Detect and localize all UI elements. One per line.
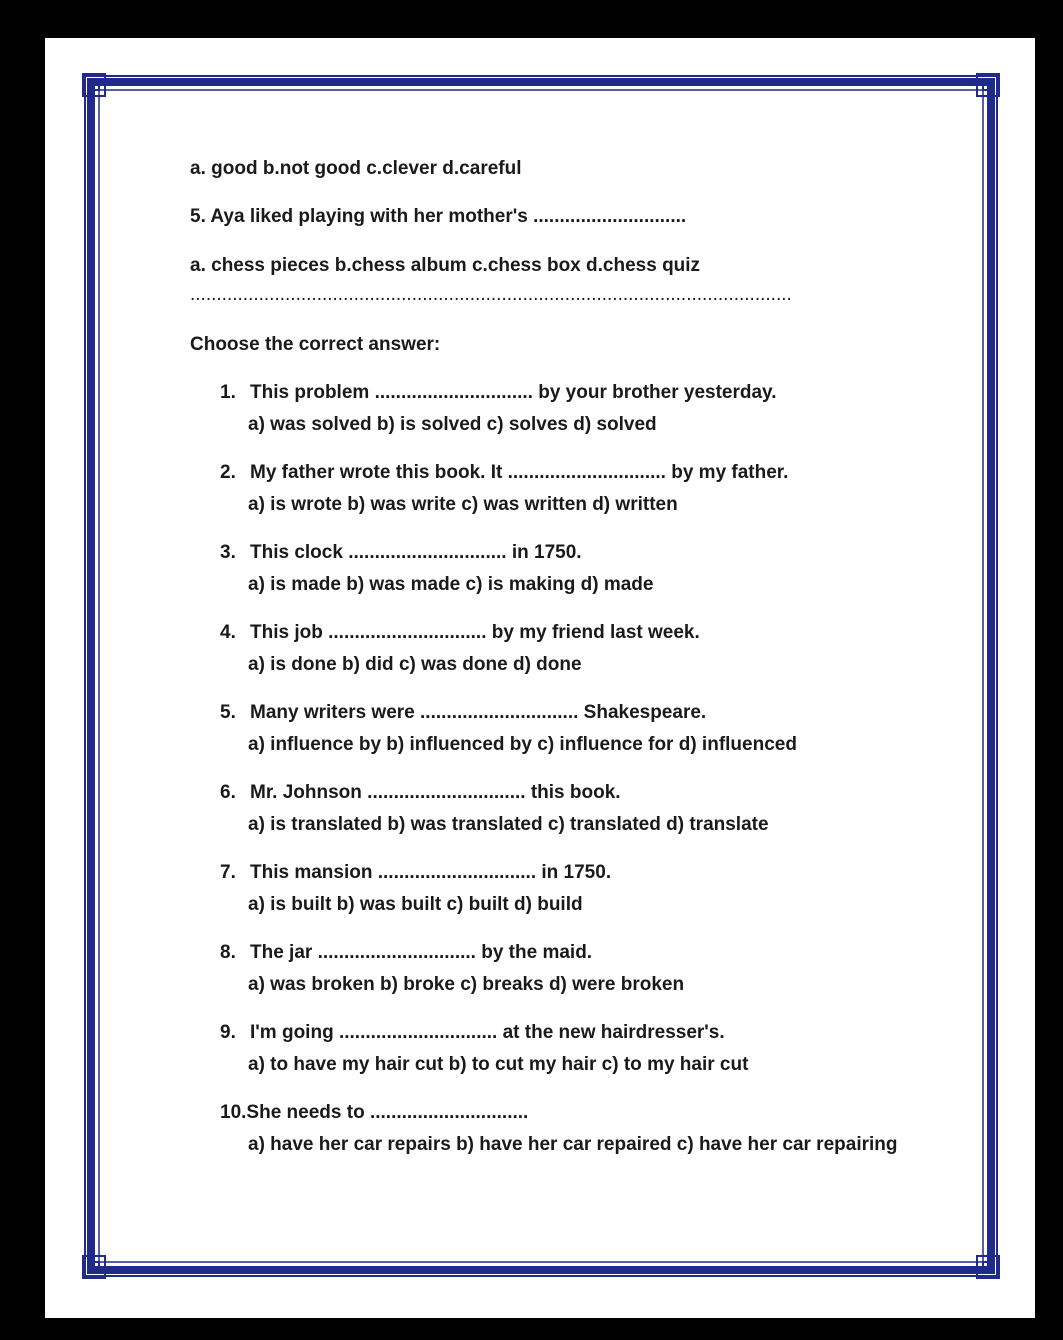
question-4 — [220, 622, 700, 644]
question-8 — [220, 942, 592, 964]
answer-options-3: a) is made b) was made c) is making d) made — [248, 574, 654, 595]
answer-options-4: a) is done b) did c) was done d) done — [248, 654, 582, 675]
question-text: I'm going .............................. at the new hairdresser's. — [250, 1022, 725, 1043]
question-text: This clock .............................. in 1750. — [250, 542, 582, 563]
question-3 — [220, 542, 582, 564]
question-5 — [220, 702, 706, 724]
question-1 — [220, 382, 777, 404]
answer-options-1: a) was solved b) is solved c) solves d) solved — [248, 414, 657, 435]
question-text: My father wrote this book. It .............................. by my father. — [250, 462, 789, 483]
question-number: 1. — [220, 382, 236, 403]
question-text: Many writers were .............................. Shakespeare. — [250, 702, 707, 723]
question-10 — [220, 1102, 528, 1124]
question-text: She needs to .............................. — [246, 1102, 529, 1123]
question-number: 9. — [220, 1022, 236, 1043]
question-number: 6. — [220, 782, 236, 803]
answer-options-9: a) to have my hair cut b) to cut my hair c) to my hair cut — [248, 1054, 749, 1075]
question-text: This mansion .............................. in 1750. — [250, 862, 612, 883]
separator-line: .................................................................................................................. — [190, 284, 792, 305]
decorative-border — [45, 38, 1035, 1318]
question-number: 2. — [220, 462, 236, 483]
question-2 — [220, 462, 788, 484]
question-text: This job .............................. by my friend last week. — [250, 622, 700, 643]
answer-options-8: a) was broken b) broke c) breaks d) were broken — [248, 974, 685, 995]
question-7 — [220, 862, 611, 884]
worksheet-page — [45, 38, 1035, 1318]
answer-options-2: a) is wrote b) was write c) was written d) written — [248, 494, 678, 515]
question-text: Mr. Johnson .............................. this book. — [250, 782, 621, 803]
question-number: 8. — [220, 942, 236, 963]
question-number: 3. — [220, 542, 236, 563]
question-number: 4. — [220, 622, 236, 643]
question-text: This problem .............................. by your brother yesterday. — [250, 382, 777, 403]
question-text: The jar .............................. by the maid. — [250, 942, 593, 963]
question-number: 5. — [220, 702, 236, 723]
question-9 — [220, 1022, 725, 1044]
prev-options-4: a. good b.not good c.clever d.careful — [190, 158, 522, 179]
answer-options-7: a) is built b) was built c) built d) build — [248, 894, 583, 915]
question-number: 7. — [220, 862, 236, 883]
answer-options-6: a) is translated b) was translated c) translated d) translate — [248, 814, 769, 835]
answer-options-5: a) influence by b) influenced by c) influence for d) influenced — [248, 734, 797, 755]
question-6 — [220, 782, 621, 804]
instruction-heading: Choose the correct answer: — [190, 334, 441, 355]
prev-question-5: 5. Aya liked playing with her mother's ............................. — [190, 206, 687, 227]
answer-options-10: a) have her car repairs b) have her car repaired c) have her car repairing — [248, 1134, 898, 1155]
prev-options-5: a. chess pieces b.chess album c.chess box d.chess quiz — [190, 255, 701, 276]
question-number: 10. — [220, 1102, 247, 1123]
